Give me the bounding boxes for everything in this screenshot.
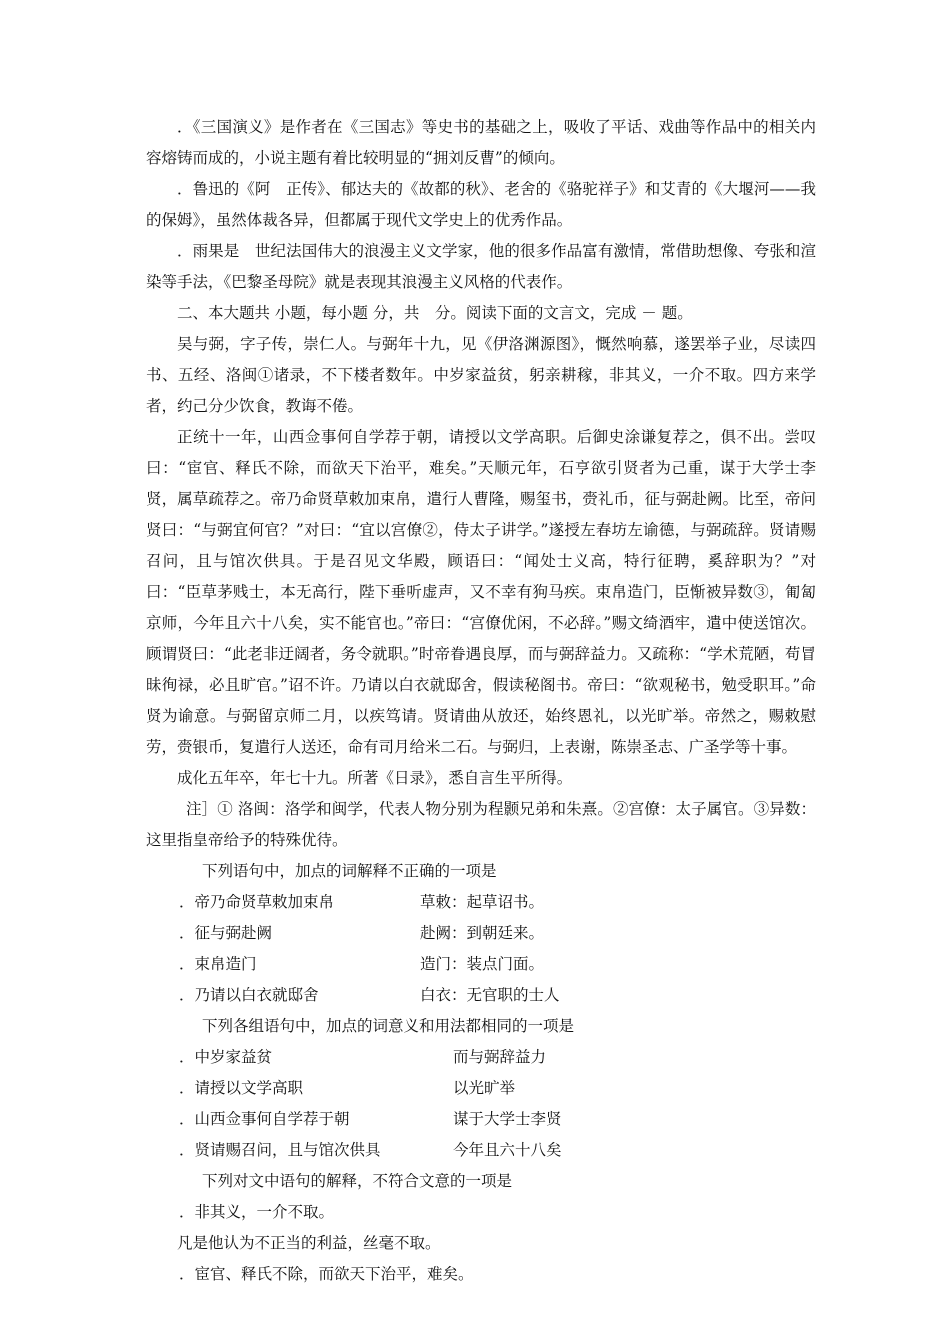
question-3-option-a: ．非其义，一介不取。 bbox=[179, 1203, 335, 1221]
question-1-option bbox=[146, 887, 816, 918]
question-2-option bbox=[146, 1135, 816, 1166]
passage-paragraph-1: 吴与弼，字子传，崇仁人。与弼年十九，见《伊洛渊源图》，慨然响慕，遂罢举子业，尽读四书、五经、洛闽①诸录，不下楼者数年。中岁家益贫，躬亲耕稼，非其义，一介不取。四方来学者，约己分少饮食，教诲不倦。 bbox=[146, 335, 816, 415]
option-compare: 谋于大学士李贤 bbox=[453, 1110, 562, 1128]
option-explanation: 草敕：起草诏书。 bbox=[420, 893, 545, 911]
option-explanation: 白衣：无官职的士人 bbox=[420, 986, 560, 1004]
option-text: ．乃请以白衣就邸舍 bbox=[179, 986, 319, 1004]
option-compare: 今年且六十八矣 bbox=[453, 1141, 562, 1159]
option-text: ．束帛造门 bbox=[179, 955, 257, 973]
option-compare: 以光旷举 bbox=[453, 1079, 516, 1097]
question-3-option-b: ．宦官、释氏不除，而欲天下治平，难矣。 bbox=[179, 1265, 474, 1283]
question-1-option bbox=[146, 918, 816, 949]
option-compare: 而与弼辞益力 bbox=[453, 1048, 547, 1066]
option-text: ．山西佥事何自学荐于朝 bbox=[179, 1110, 350, 1128]
option-explanation: 赴阙：到朝廷来。 bbox=[420, 924, 545, 942]
question-2-option bbox=[146, 1042, 816, 1073]
option-text: ．中岁家益贫 bbox=[179, 1048, 273, 1066]
question-2-option bbox=[146, 1104, 816, 1135]
passage-notes: 注］① 洛闽：洛学和闽学，代表人物分别为程颢兄弟和朱熹。②宫僚：太子属官。③异数：这里指皇帝给予的特殊优待。 bbox=[146, 800, 816, 849]
document-page bbox=[146, 112, 816, 1290]
passage-paragraph-3: 成化五年卒，年七十九。所著《日录》，悉自言生平所得。 bbox=[177, 769, 573, 787]
option-text: ．征与弼赴阙 bbox=[179, 924, 273, 942]
question-1-stem: 下列语句中，加点的词解释不正确的一项是 bbox=[202, 862, 497, 880]
question-1-option bbox=[146, 949, 816, 980]
question-1-option bbox=[146, 980, 816, 1011]
section1-item-b: ．鲁迅的《阿 正传》、郁达夫的《故都的秋》、老舍的《骆驼祥子》和艾青的《大堰河——我的保姆》，虽然体裁各异，但都属于现代文学史上的优秀作品。 bbox=[146, 180, 816, 229]
question-3-stem: 下列对文中语句的解释，不符合文意的一项是 bbox=[202, 1172, 513, 1190]
section1-item-c: ．雨果是 世纪法国伟大的浪漫主义文学家，他的很多作品富有激情，常借助想像、夸张和渲染等手法，《巴黎圣母院》就是表现其浪漫主义风格的代表作。 bbox=[146, 242, 816, 291]
section2-heading: 二、本大题共 小题，每小题 分，共 分。阅读下面的文言文，完成 － 题。 bbox=[177, 304, 693, 322]
section1-item-a: ．《三国演义》是作者在《三国志》等史书的基础之上，吸收了平话、戏曲等作品中的相关内容熔铸而成的，小说主题有着比较明显的“拥刘反曹”的倾向。 bbox=[146, 118, 816, 167]
question-2-stem: 下列各组语句中，加点的词意义和用法都相同的一项是 bbox=[202, 1017, 575, 1035]
passage-paragraph-2: 正统十一年，山西佥事何自学荐于朝，请授以文学高职。后御史涂谦复荐之，俱不出。尝叹曰：“宦官、释氏不除，而欲天下治平，难矣。”天顺元年，石亨欲引贤者为己重，谋于大学士李贤，属草疏荐之。帝乃命贤草敕加束帛，遣行人曹隆，赐玺书，赍礼币，征与弼赴阙。比至，帝问贤曰：“与弼宜何官？”对曰：“宜以宫僚②，侍太子讲学。”遂授左春坊左谕德，与弼疏辞。贤请赐召问，且与馆次供具。于是召见文华殿，顾语曰：“闻处士义高，特行征聘，奚辞职为？”对曰：“臣草茅贱士，本无高行，陛下垂听虚声，又不幸有狗马疾。束帛造门，臣惭被异数③，匍匐京师，今年且六十八矣，实不能官也。”帝曰：“宫僚优闲，不必辞。”赐文绮酒牢，遣中使送馆次。顾谓贤曰：“此老非迂阔者，务令就职。”时帝眷遇良厚，而与弼辞益力。又疏称：“学术荒陋，苟冒昧徇禄，必且旷官。”诏不许。乃请以白衣就邸舍，假读秘阁书。帝曰：“欲观秘书，勉受职耳。”命贤为谕意。与弼留京师二月，以疾笃请。贤请曲从放还，始终恩礼，以光旷举。帝然之，赐敕慰劳，赍银币，复遣行人送还，命有司月给米二石。与弼归，上表谢，陈崇圣志、广圣学等十事。 bbox=[146, 428, 816, 756]
option-text: ．帝乃命贤草敕加束帛 bbox=[179, 893, 335, 911]
option-explanation: 造门：装点门面。 bbox=[420, 955, 545, 973]
option-text: ．请授以文学高职 bbox=[179, 1079, 304, 1097]
option-text: ．贤请赐召问，且与馆次供具 bbox=[179, 1141, 381, 1159]
question-2-option bbox=[146, 1073, 816, 1104]
question-3-option-a-explanation: 凡是他认为不正当的利益，丝毫不取。 bbox=[177, 1234, 441, 1252]
